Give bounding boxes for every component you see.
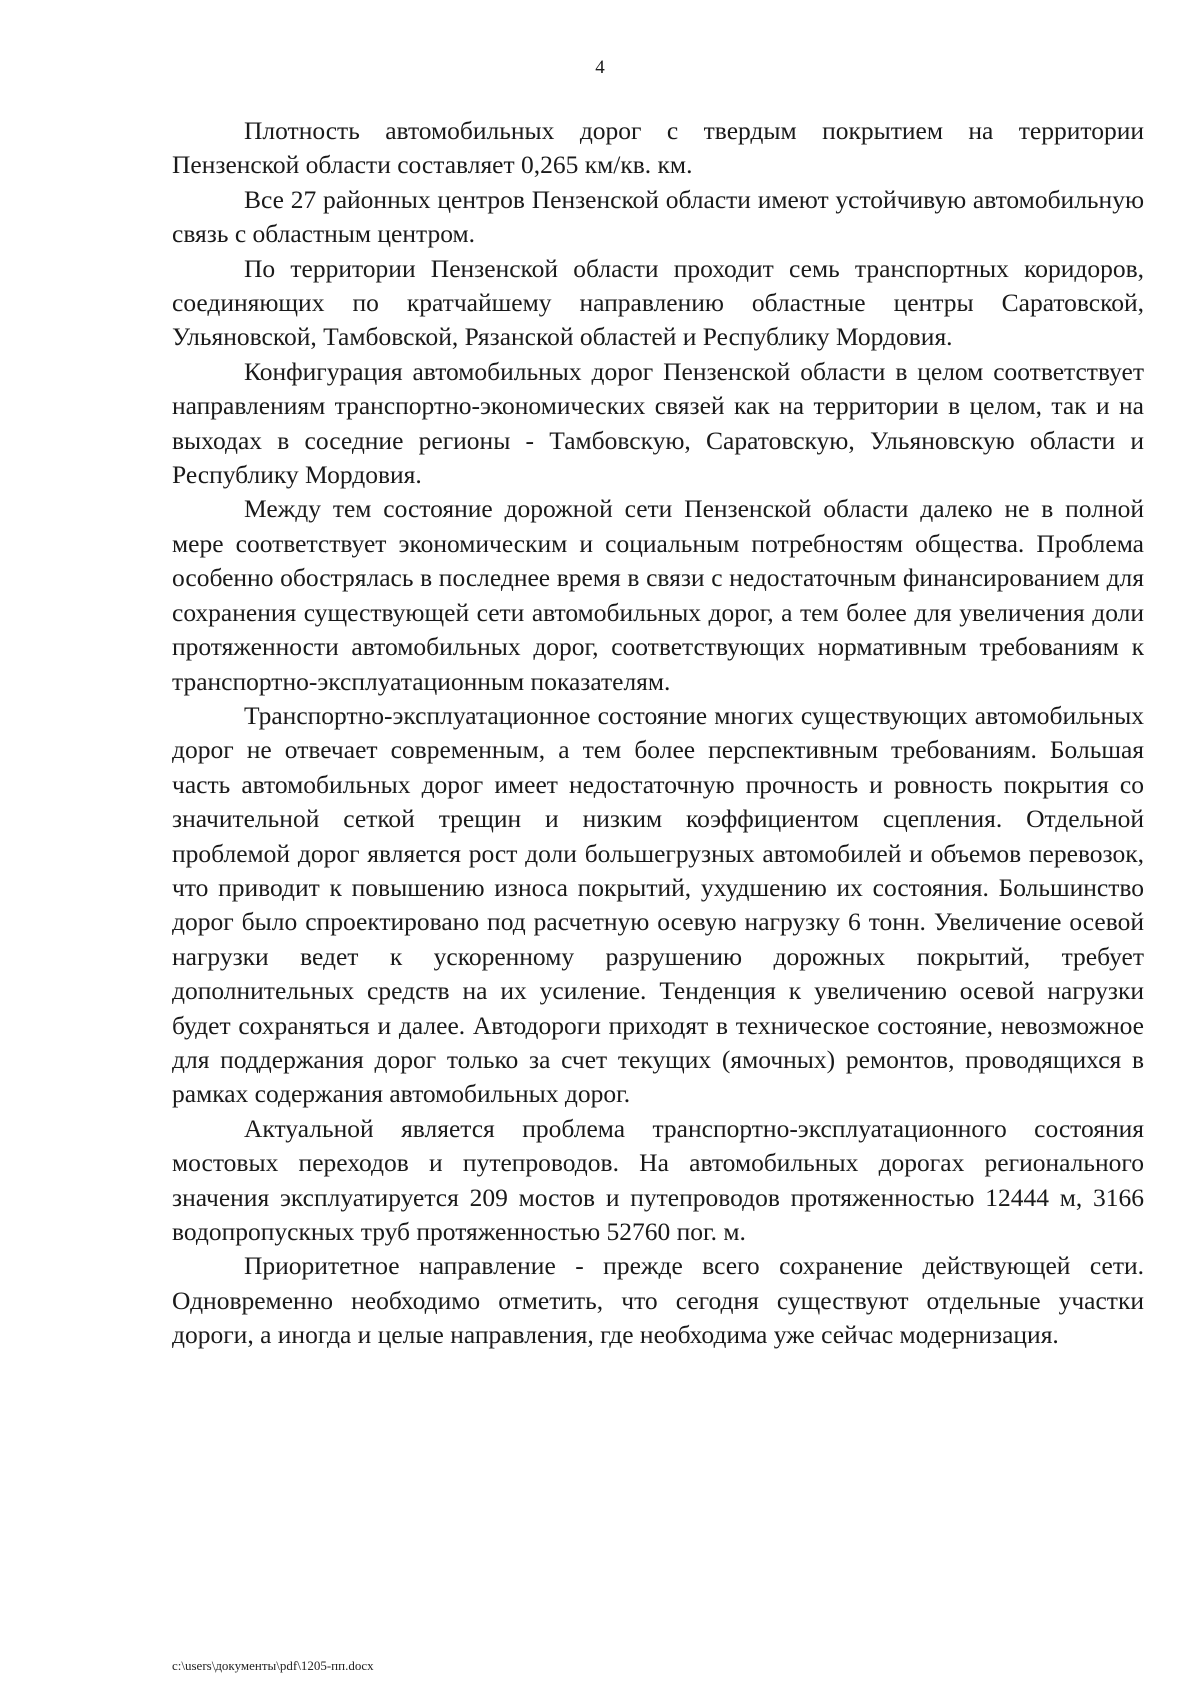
paragraph-road-density: Плотность автомобильных дорог с твердым покрытием на территории Пензенской области составляет 0,265 км/кв. км. — [172, 116, 1144, 180]
document-body — [172, 114, 1144, 1353]
footer-file-path: c:\users\документы\pdf\1205-пп.docx — [172, 1658, 374, 1673]
paragraph-bridges: Актуальной является проблема транспортно-эксплуатационного состояния мостовых переходов и путепроводов. На автомобильных дорогах регионального значения эксплуатируется 209 мостов и путепроводов протяженностью 12444 м, 3166 водопропускных труб протяженностью 52760 пог. м. — [172, 1113, 1144, 1246]
paragraph-priority: Приоритетное направление - прежде всего сохранение действующей сети. Одновременно необходимо отметить, что сегодня существуют отдельные участки дороги, а иногда и целые направления, где необходима уже сейчас модернизация. — [172, 1251, 1144, 1350]
page-number: 4 — [595, 57, 605, 78]
paragraph-network-condition: Между тем состояние дорожной сети Пензенской области далеко не в полной мере соответствует экономическим и социальным потребностям общества. Проблема особенно обострялась в последнее время в связи с недостаточным финансированием для сохранения существующей сети автомобильных дорог, а тем более для увеличения доли протяженности автомобильных дорог, соответствующих нормативным требованиям к транспортно-эксплуатационным показателям. — [172, 494, 1144, 696]
paragraph-transport-corridors: По территории Пензенской области проходит семь транспортных коридоров, соединяющих по кратчайшему направлению областные центры Саратовской, Ульяновской, Тамбовской, Рязанской областей и Республику Мордовия. — [172, 253, 1144, 352]
paragraph-road-configuration: Конфигурация автомобильных дорог Пензенской области в целом соответствует направлениям транспортно-экономических связей как на территории в целом, так и на выходах в соседние регионы - Тамбовскую, Саратовскую, Ульяновскую области и Республику Мордовия. — [172, 356, 1144, 490]
paragraph-operational-state: Транспортно-эксплуатационное состояние многих существующих автомобильных дорог не отвечает современным, а тем более перспективным требованиям. Большая часть автомобильных дорог имеет недостаточную прочность и ровность покрытия со значительной сеткой трещин и низким коэффициентом сцепления. Отдельной проблемой дорог является рост доли большегрузных автомобилей и объемов перевозок, что приводит к повышению износа покрытий, ухудшению их состояния. Большинство дорог было спроектировано под расчетную осевую нагрузку 6 тонн. Увеличение осевой нагрузки ведет к ускоренному разрушению дорожных покрытий, требует дополнительных средств на их усиление. Тенденция к увеличению осевой нагрузки будет сохраняться и далее. Автодороги приходят в техническое состояние, невозможное для поддержания дорог только за счет текущих (ямочных) ремонтов, проводящихся в рамках содержания автомобильных дорог. — [172, 700, 1144, 1109]
paragraph-district-centers: Все 27 районных центров Пензенской области имеют устойчивую автомобильную связь с областным центром. — [172, 184, 1144, 249]
